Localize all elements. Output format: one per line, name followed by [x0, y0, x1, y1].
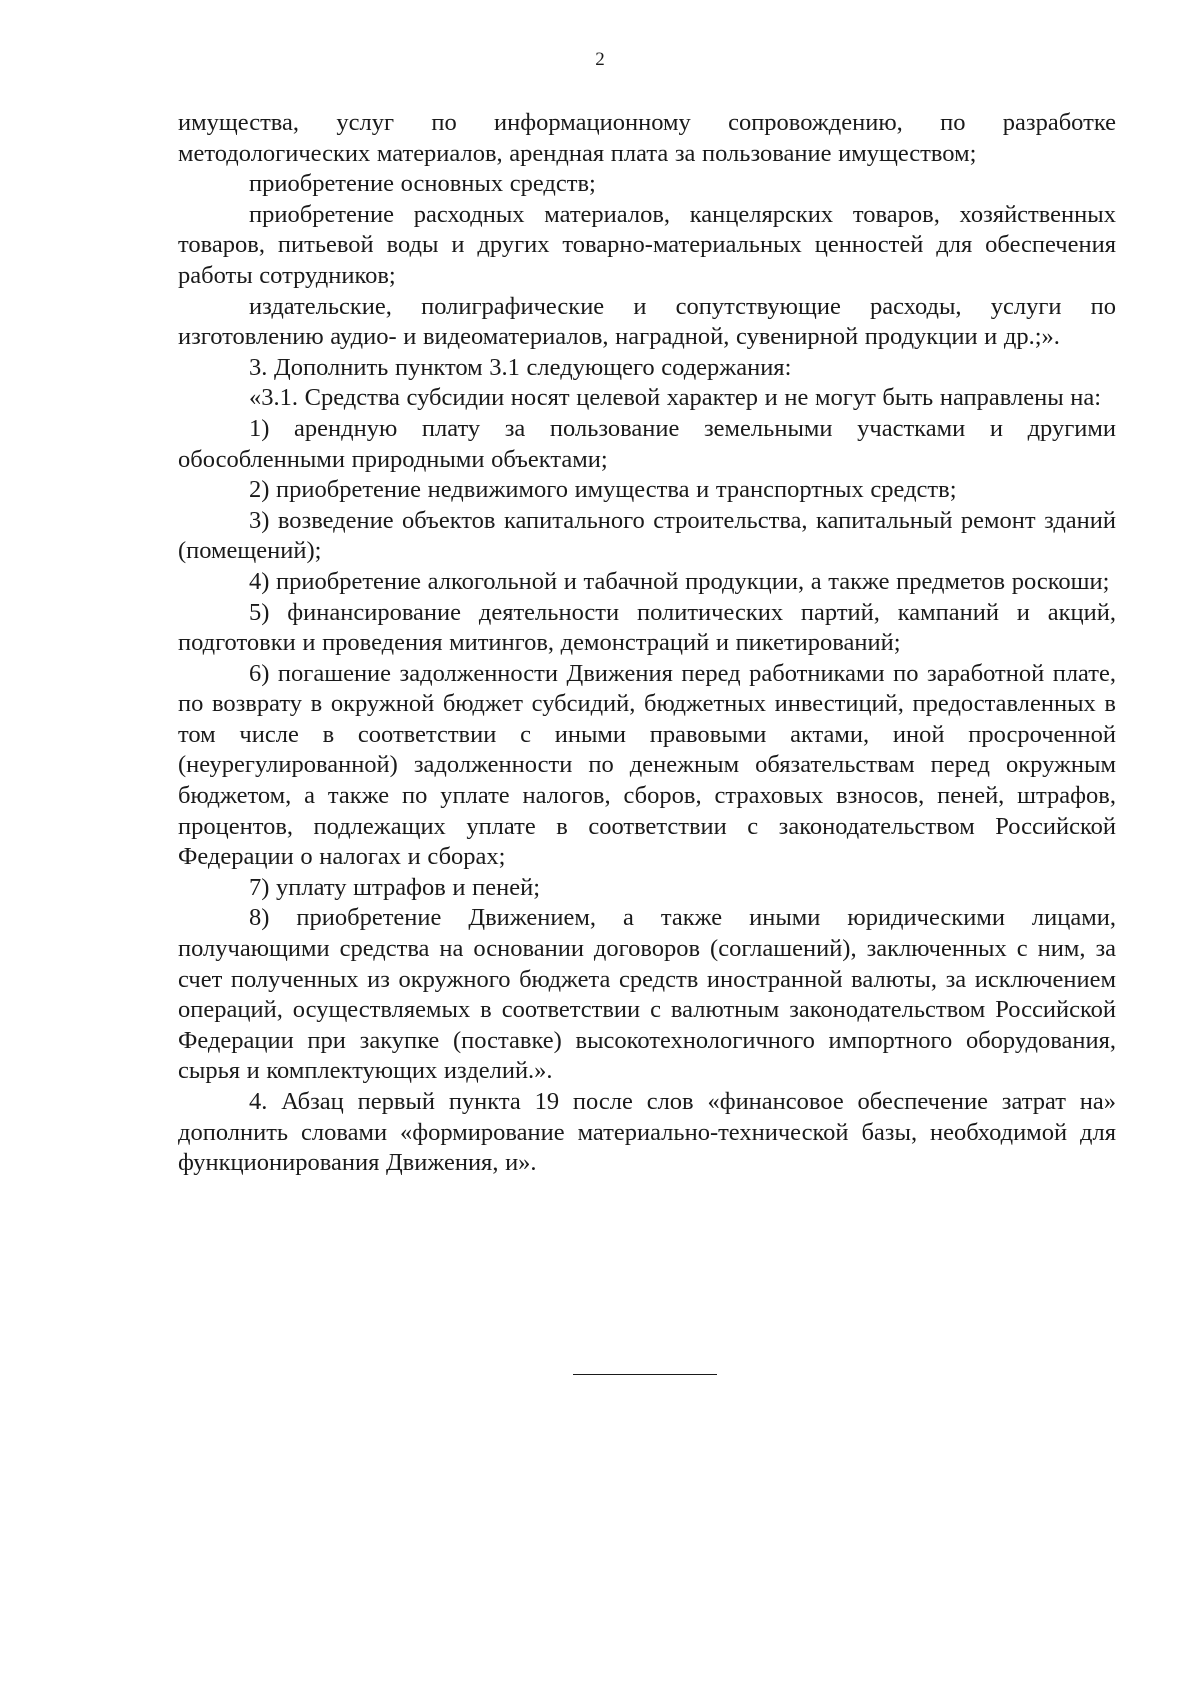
page-number: 2	[595, 49, 605, 70]
list-item-7: 7) уплату штрафов и пеней;	[249, 873, 541, 901]
list-item-8: 8) приобретение Движением, а также иными юридическими лицами, получающими средства на основании договоров (соглашений), заключенных с ним, за счет полученных из окружного бюджета средств иностранной валюты, за исключением операций, осуществляемых в соответствии с валютным законодательством Российской Федерации при закупке (поставке) высокотехнологичного импортного оборудования, сырья и комплектующих изделий.».	[178, 904, 1116, 1085]
paragraph-consumables: приобретение расходных материалов, канцелярских товаров, хозяйственных товаров, питьевой воды и других товарно-материальных ценностей для обеспечения работы сотрудников;	[178, 200, 1116, 289]
closing-divider	[573, 1374, 717, 1375]
list-item-1: 1) арендную плату за пользование земельными участками и другими обособленными природными объектами;	[178, 414, 1116, 473]
paragraph-property-services: имущества, услуг по информационному сопровождению, по разработке методологических материалов, арендная плата за пользование имуществом;	[178, 109, 1116, 167]
list-item-4: 4) приобретение алкогольной и табачной продукции, а также предметов роскоши;	[249, 567, 1110, 595]
list-item-6: 6) погашение задолженности Движения перед работниками по заработной плате, по возврату в окружной бюджет субсидий, бюджетных инвестиций, предоставленных в том числе в соответствии с иными правовыми актами, иной просроченной (неурегулированной) задолженности по денежным обязательствам перед окружным бюджетом, а также по уплате налогов, сборов, страховых взносов, пеней, штрафов, процентов, подлежащих уплате в соответствии с законодательством Российской Федерации о налогах и сборах;	[178, 659, 1116, 871]
paragraph-clause-3-1: «3.1. Средства субсидии носят целевой характер и не могут быть направлены на:	[249, 384, 1102, 412]
paragraph-amendment-4: 4. Абзац первый пункта 19 после слов «финансовое обеспечение затрат на» дополнить словами «формирование материально-технической базы, необходимой для функционирования Движения, и».	[178, 1088, 1116, 1177]
document-body	[178, 108, 1116, 1179]
list-item-2: 2) приобретение недвижимого имущества и транспортных средств;	[249, 476, 957, 504]
paragraph-fixed-assets: приобретение основных средств;	[249, 170, 596, 198]
list-item-5: 5) финансирование деятельности политических партий, кампаний и акций, подготовки и проведения митингов, демонстраций и пикетирований;	[178, 598, 1116, 657]
paragraph-publishing: издательские, полиграфические и сопутствующие расходы, услуги по изготовлению аудио- и видеоматериалов, наградной, сувенирной продукции и др.;».	[178, 292, 1116, 351]
list-item-3: 3) возведение объектов капитального строительства, капитальный ремонт зданий (помещений);	[178, 506, 1116, 565]
paragraph-amendment-3: 3. Дополнить пунктом 3.1 следующего содержания:	[249, 353, 792, 381]
